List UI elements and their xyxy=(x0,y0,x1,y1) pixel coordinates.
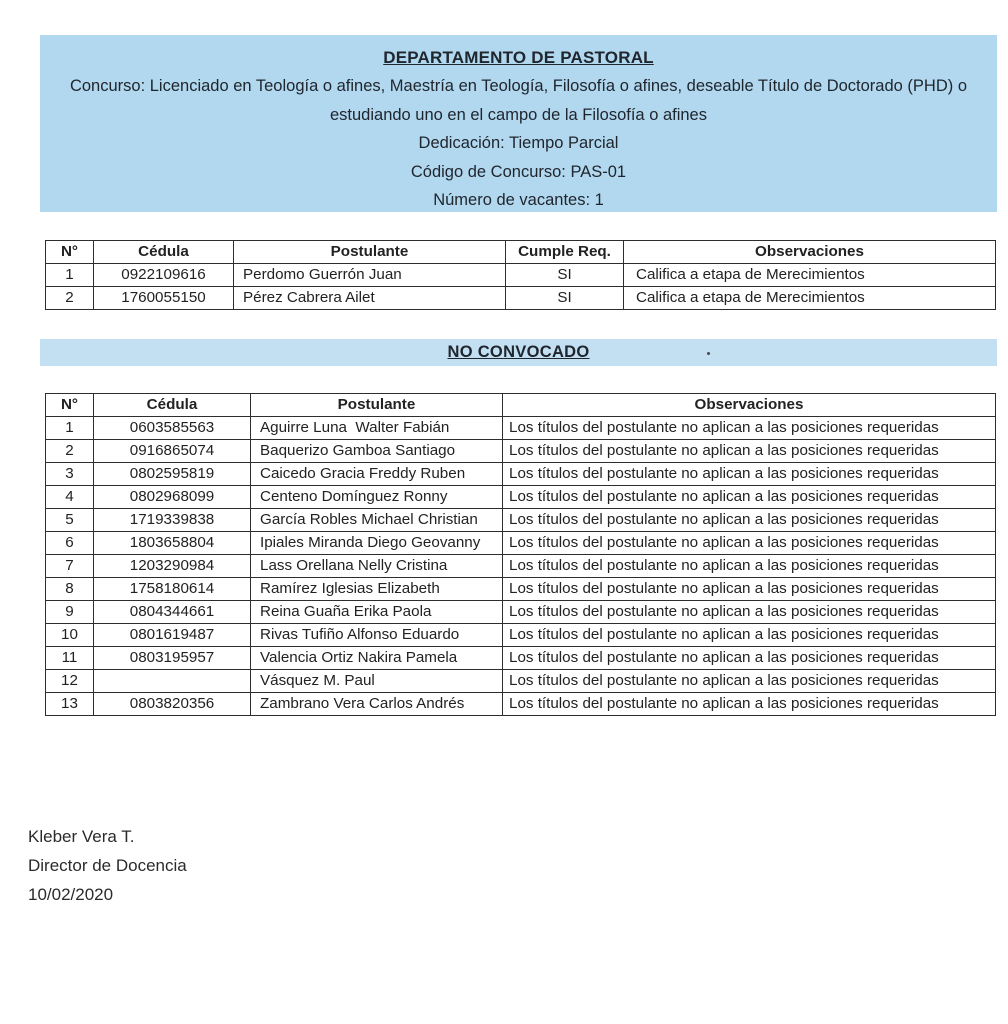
vacantes-text: Número de vacantes: 1 xyxy=(433,191,604,210)
table-header-row xyxy=(46,241,996,264)
table-cell xyxy=(94,670,251,693)
table-cell: 6 xyxy=(46,532,94,555)
table-cell: Los títulos del postulante no aplican a las posiciones requeridas xyxy=(503,578,996,601)
table-cell: 7 xyxy=(46,555,94,578)
column-header: Observaciones xyxy=(624,241,996,264)
table-cell: Los títulos del postulante no aplican a las posiciones requeridas xyxy=(503,693,996,716)
table-row xyxy=(46,670,996,693)
table-cell: 1 xyxy=(46,264,94,287)
table-cell: Aguirre Luna Walter Fabián xyxy=(251,417,503,440)
table-cell: 1803658804 xyxy=(94,532,251,555)
table-row xyxy=(46,463,996,486)
dedicacion-text: Dedicación: Tiempo Parcial xyxy=(418,134,619,153)
table-row xyxy=(46,417,996,440)
table-row xyxy=(46,440,996,463)
table-cell: Ramírez Iglesias Elizabeth xyxy=(251,578,503,601)
table-cell: 1 xyxy=(46,417,94,440)
table-cell: 2 xyxy=(46,287,94,310)
table-row xyxy=(46,532,996,555)
signature-date: 10/02/2020 xyxy=(28,885,114,904)
table-cell: 1719339838 xyxy=(94,509,251,532)
table-cell: Centeno Domínguez Ronny xyxy=(251,486,503,509)
table-cell: Lass Orellana Nelly Cristina xyxy=(251,555,503,578)
no-convocado-title: NO CONVOCADO xyxy=(447,343,590,361)
table-row xyxy=(46,601,996,624)
no-convocado-band xyxy=(40,339,997,366)
column-header: Observaciones xyxy=(503,394,996,417)
table-cell: 0803195957 xyxy=(94,647,251,670)
table-cell: Califica a etapa de Merecimientos xyxy=(624,264,996,287)
table-cell: 0916865074 xyxy=(94,440,251,463)
table-cell: 0804344661 xyxy=(94,601,251,624)
table-row xyxy=(46,486,996,509)
table-cell: SI xyxy=(506,264,624,287)
signature-name: Kleber Vera T. xyxy=(28,827,135,846)
table-cell: Los títulos del postulante no aplican a las posiciones requeridas xyxy=(503,509,996,532)
table-cell: Los títulos del postulante no aplican a las posiciones requeridas xyxy=(503,601,996,624)
table-cell: Los títulos del postulante no aplican a las posiciones requeridas xyxy=(503,486,996,509)
table-cell: 1758180614 xyxy=(94,578,251,601)
table-cell: Los títulos del postulante no aplican a las posiciones requeridas xyxy=(503,555,996,578)
table-cell: 0802968099 xyxy=(94,486,251,509)
table-row xyxy=(46,264,996,287)
concurso-text: Concurso: Licenciado en Teología o afines, Maestría en Teología, Filosofía o afines, deseable Título de Doctorado (PHD) o estudiando uno en el campo de la Filosofía o afines xyxy=(69,77,968,124)
table-cell: 0922109616 xyxy=(94,264,234,287)
table-cell: Reina Guaña Erika Paola xyxy=(251,601,503,624)
column-header: Cumple Req. xyxy=(506,241,624,264)
convocados-table xyxy=(45,240,996,310)
table-cell: Caicedo Gracia Freddy Ruben xyxy=(251,463,503,486)
column-header: Cédula xyxy=(94,241,234,264)
table-cell: 11 xyxy=(46,647,94,670)
table-cell: Rivas Tufiño Alfonso Eduardo xyxy=(251,624,503,647)
codigo-concurso-text: Código de Concurso: PAS-01 xyxy=(410,162,627,181)
table-row xyxy=(46,693,996,716)
table-cell: Vásquez M. Paul xyxy=(251,670,503,693)
table-cell: 2 xyxy=(46,440,94,463)
table-cell: Valencia Ortiz Nakira Pamela xyxy=(251,647,503,670)
column-header: Postulante xyxy=(251,394,503,417)
column-header: Postulante xyxy=(234,241,506,264)
table-cell: Pérez Cabrera Ailet xyxy=(234,287,506,310)
table-cell: Los títulos del postulante no aplican a las posiciones requeridas xyxy=(503,647,996,670)
table-cell: 9 xyxy=(46,601,94,624)
table-cell: Los títulos del postulante no aplican a las posiciones requeridas xyxy=(503,417,996,440)
table-cell: Baquerizo Gamboa Santiago xyxy=(251,440,503,463)
table-cell: 3 xyxy=(46,463,94,486)
table-cell: Ipiales Miranda Diego Geovanny xyxy=(251,532,503,555)
table-cell: Zambrano Vera Carlos Andrés xyxy=(251,693,503,716)
no-convocado-table xyxy=(45,393,996,716)
table-cell: 12 xyxy=(46,670,94,693)
table-row xyxy=(46,647,996,670)
table-cell: 13 xyxy=(46,693,94,716)
table-cell: Los títulos del postulante no aplican a las posiciones requeridas xyxy=(503,670,996,693)
signature-block xyxy=(28,822,187,909)
table-cell: Los títulos del postulante no aplican a las posiciones requeridas xyxy=(503,532,996,555)
table-cell: García Robles Michael Christian xyxy=(251,509,503,532)
table-cell: Los títulos del postulante no aplican a las posiciones requeridas xyxy=(503,463,996,486)
table-row xyxy=(46,624,996,647)
scan-speck xyxy=(707,352,710,355)
table-row xyxy=(46,578,996,601)
department-header-block xyxy=(40,35,997,212)
table-cell: Califica a etapa de Merecimientos xyxy=(624,287,996,310)
table-cell: Perdomo Guerrón Juan xyxy=(234,264,506,287)
department-title: DEPARTAMENTO DE PASTORAL xyxy=(383,48,654,67)
column-header: Cédula xyxy=(94,394,251,417)
signature-role: Director de Docencia xyxy=(28,856,187,875)
table-header-row xyxy=(46,394,996,417)
table-row xyxy=(46,287,996,310)
table-cell: 4 xyxy=(46,486,94,509)
table-cell: 0603585563 xyxy=(94,417,251,440)
table-cell: 8 xyxy=(46,578,94,601)
table-cell: 1760055150 xyxy=(94,287,234,310)
table-cell: 0802595819 xyxy=(94,463,251,486)
table-cell: Los títulos del postulante no aplican a las posiciones requeridas xyxy=(503,624,996,647)
table-cell: 5 xyxy=(46,509,94,532)
table-row xyxy=(46,555,996,578)
table-cell: 0803820356 xyxy=(94,693,251,716)
table-cell: 10 xyxy=(46,624,94,647)
column-header: N° xyxy=(46,241,94,264)
table-cell: Los títulos del postulante no aplican a las posiciones requeridas xyxy=(503,440,996,463)
table-cell: SI xyxy=(506,287,624,310)
table-row xyxy=(46,509,996,532)
column-header: N° xyxy=(46,394,94,417)
table-cell: 0801619487 xyxy=(94,624,251,647)
table-cell: 1203290984 xyxy=(94,555,251,578)
